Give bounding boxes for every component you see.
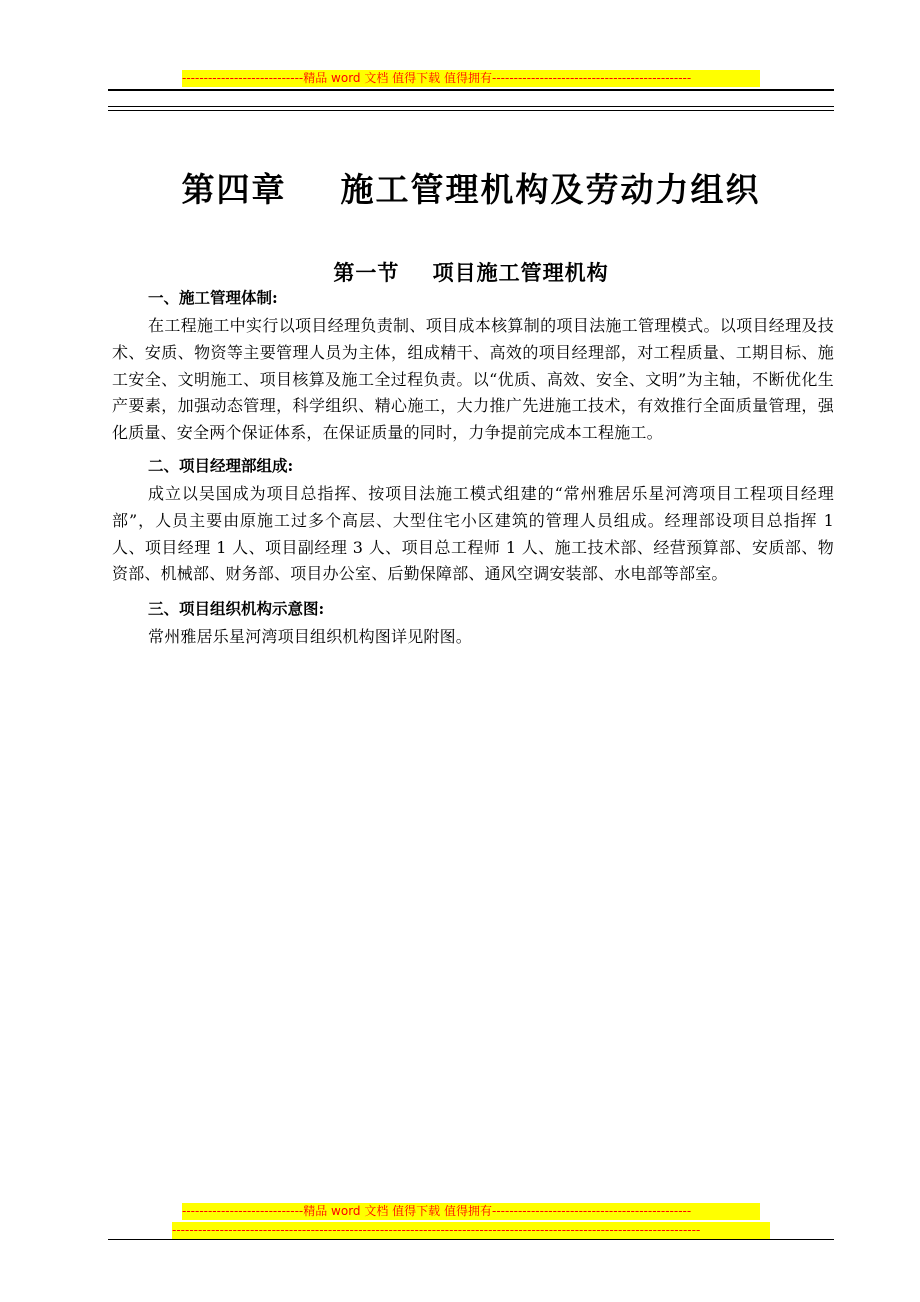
section-paragraph: 常州雅居乐星河湾项目组织机构图详见附图。 <box>148 627 473 647</box>
footer-rule <box>108 1239 834 1240</box>
header-rule-thin-2 <box>108 110 834 111</box>
header-rule-thick <box>108 89 834 91</box>
section-department-composition <box>112 451 834 588</box>
footer-dash-line: -------------------------------------------------------------------------------------------------------------------------- <box>172 1222 770 1239</box>
footer-banner: ----------------------------精品 word 文档 值得下载 值得拥有---------------------------------------------- <box>182 1203 760 1220</box>
section-heading: 二、项目经理部组成: <box>148 455 294 475</box>
section-title: 第一节 项目施工管理机构 <box>333 260 609 286</box>
section-paragraph: 在工程施工中实行以项目经理负责制、项目成本核算制的项目法施工管理模式。以项目经理及技术、安质、物资等主要管理人员为主体，组成精干、高效的项目经理部，对工程质量、工期目标、施工安全、文明施工、项目核算及施工全过程负责。以“优质、高效、安全、文明”为主轴，不断优化生产要素，加强动态管理，科学组织、精心施工，大力推广先进施工技术，有效推行全面质量管理，强化质量、安全两个保证体系，在保证质量的同时，力争提前完成本工程施工。 <box>112 316 834 443</box>
section-heading: 三、项目组织机构示意图: <box>148 599 325 619</box>
section-org-chart <box>112 594 834 651</box>
header-banner: ----------------------------精品 word 文档 值得下载 值得拥有---------------------------------------------- <box>182 70 760 87</box>
document-body <box>112 283 834 651</box>
section-management-system <box>112 283 834 447</box>
header-rule-thin <box>108 106 834 107</box>
section-heading: 一、施工管理体制: <box>148 288 278 307</box>
section-paragraph: 成立以吴国成为项目总指挥、按项目法施工模式组建的“常州雅居乐星河湾项目工程项目经理部”，人员主要由原施工过多个高层、大型住宅小区建筑的管理人员组成。经理部设项目总指挥 1 人、项目经理 1 人、项目副经理 3 人、项目总工程师 1 人、施工技术部、经营预算部、安质部、物资部、机械部、财务部、项目办公室、后勤保障部、通风空调安装部、水电部等部室。 <box>112 483 834 584</box>
chapter-title: 第四章 施工管理机构及劳动力组织 <box>181 170 761 210</box>
